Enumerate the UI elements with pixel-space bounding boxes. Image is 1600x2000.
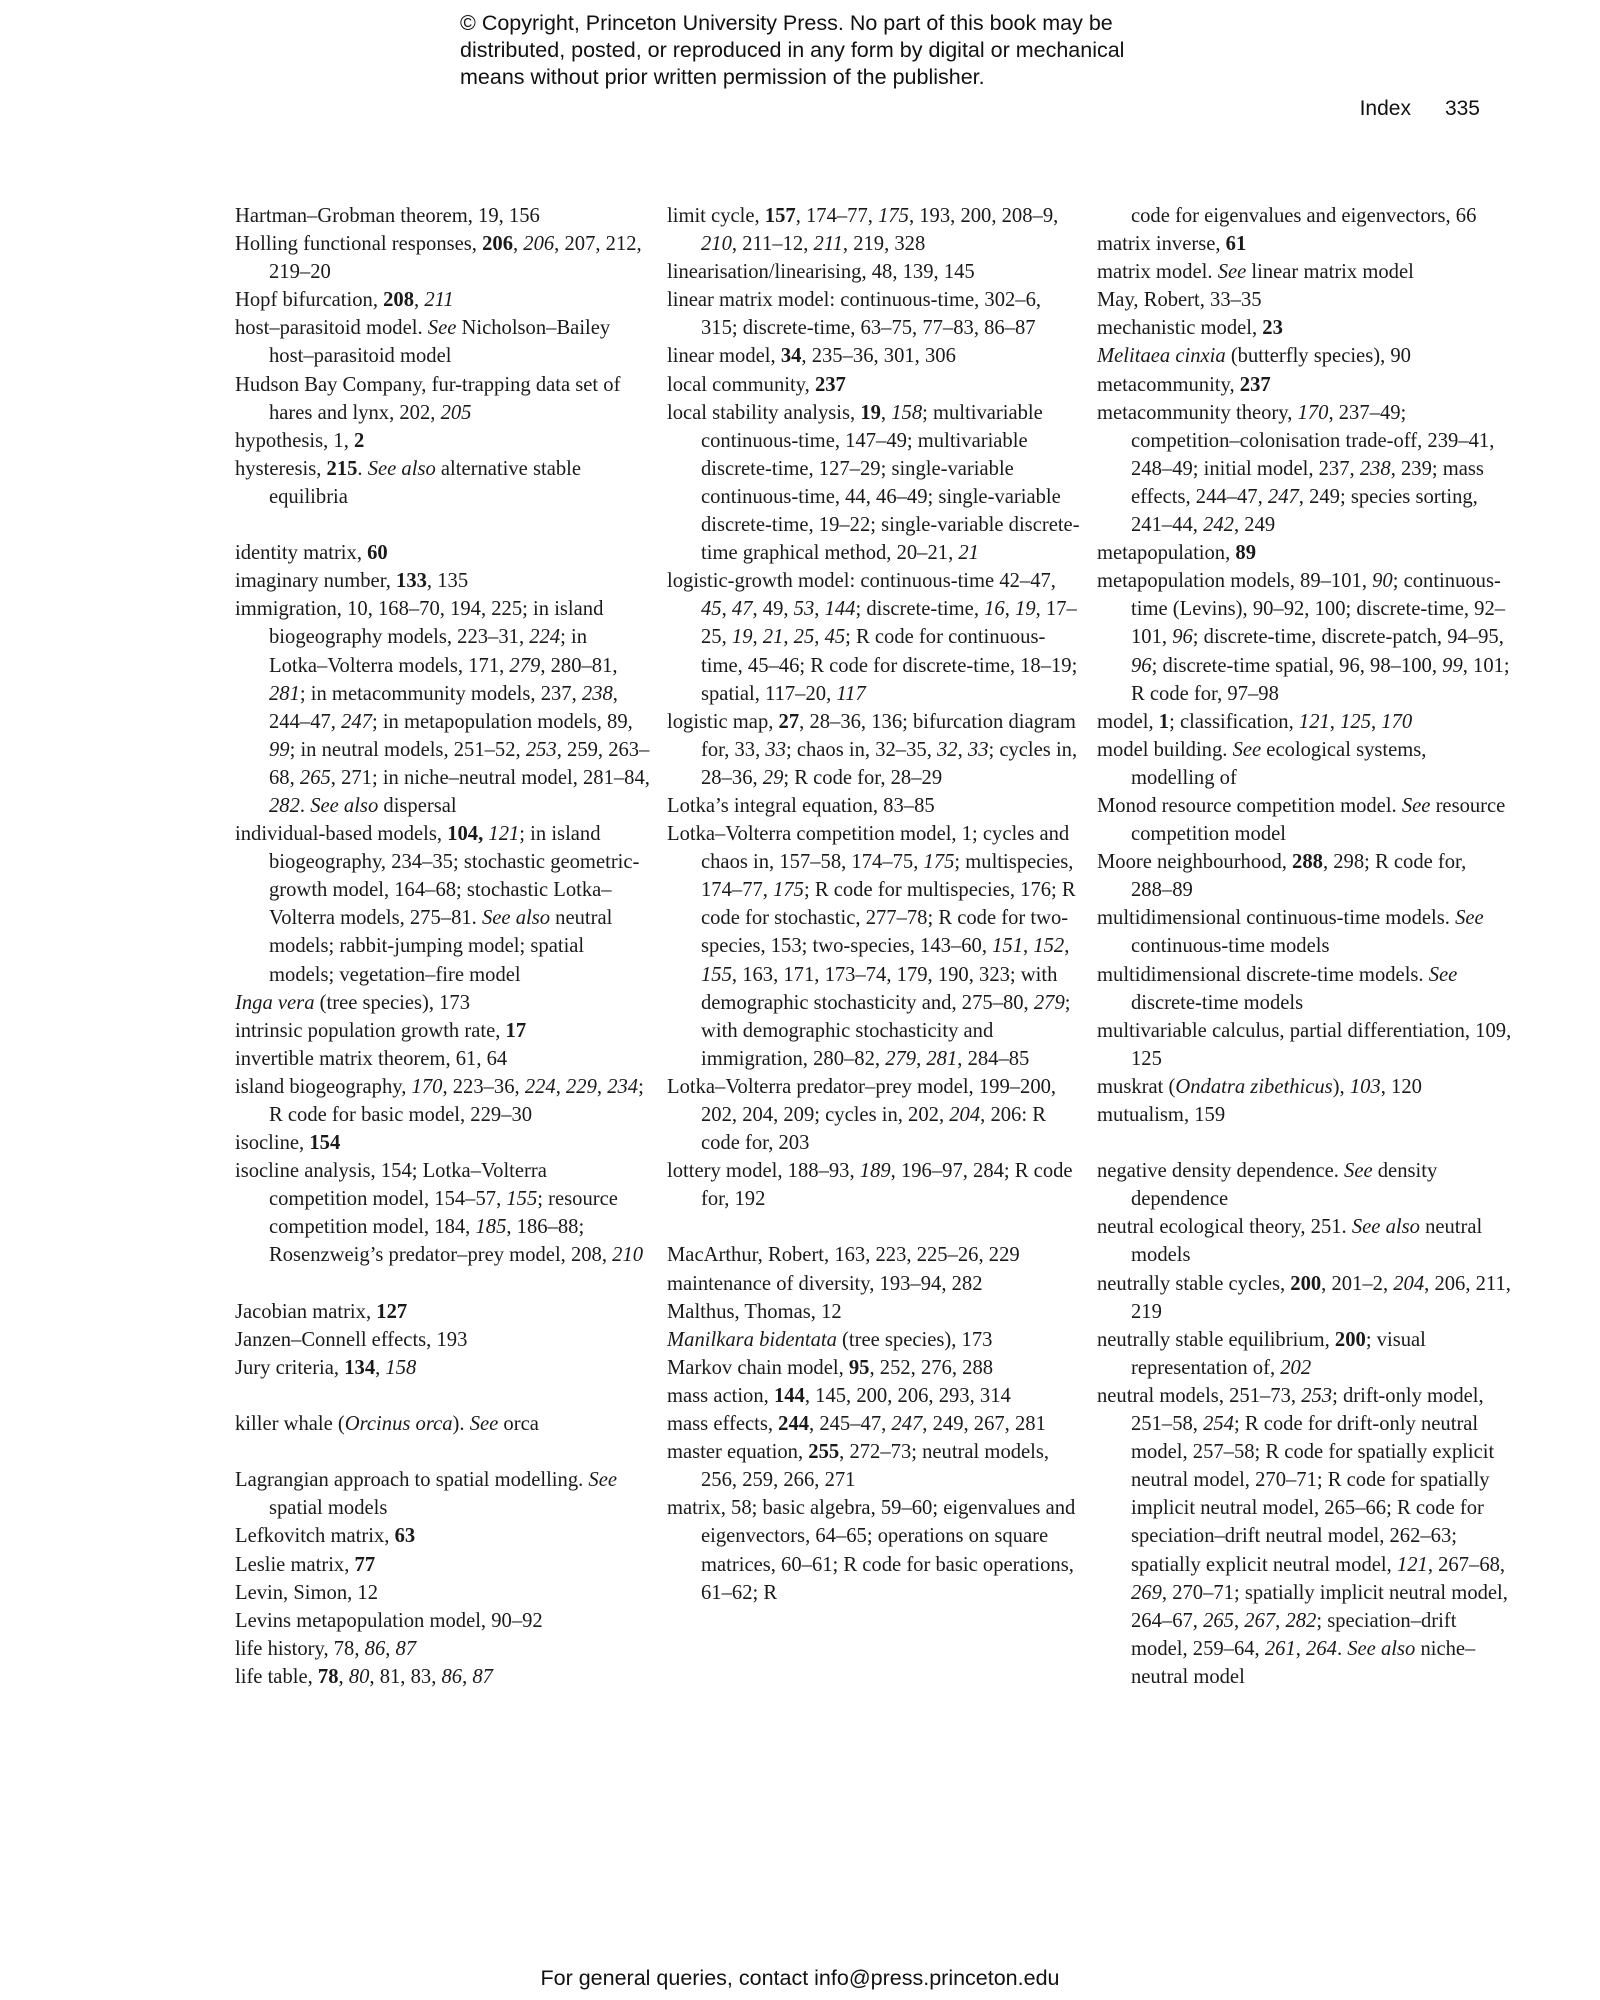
index-entry: Moore neighbourhood, 288, 298; R code for, 288–89 <box>1097 851 1467 902</box>
index-entry: matrix model. See linear matrix model <box>1097 261 1414 284</box>
copyright-line: © Copyright, Princeton University Press. No part of this book may be <box>460 11 1113 35</box>
page-number: 335 <box>1444 97 1480 120</box>
index-entry: local stability analysis, 19, 158; multivariable continuous-time, 147–49; multivariable discrete-time, 127–29; single-variable continuous-time, 44, 46–49; single-variable discrete-time, 19–22; single-variable discrete-time graphical method, 20–21, 21 <box>667 401 1080 565</box>
index-entry: Hartman–Grobman theorem, 19, 156 <box>235 205 540 227</box>
index-entry: Monod resource competition model. See resource competition model <box>1097 794 1506 846</box>
index-entry: intrinsic population growth rate, 17 <box>235 1019 527 1042</box>
index-entry: neutrally stable equilibrium, 200; visual representation of, 202 <box>1097 1328 1426 1379</box>
index-entry: mechanistic model, 23 <box>1097 317 1283 340</box>
index-entry: linear model, 34, 235–36, 301, 306 <box>667 345 956 368</box>
index-entry: host–parasitoid model. See Nicholson–Bailey host–parasitoid model <box>235 317 611 368</box>
index-column-2 <box>667 202 1082 1607</box>
index-entry: multidimensional discrete-time models. See discrete-time models <box>1097 963 1458 1014</box>
index-entry: mutualism, 159 <box>1097 1104 1226 1126</box>
index-entry: island biogeography, 170, 223–36, 224, 229, 234; R code for basic model, 229–30 <box>235 1075 644 1126</box>
index-entry: isocline, 154 <box>235 1132 341 1155</box>
index-entry: lottery model, 188–93, 189, 196–97, 284; R code for, 192 <box>667 1160 1073 1211</box>
index-entry: Markov chain model, 95, 252, 276, 288 <box>667 1356 994 1379</box>
index-entry: multidimensional continuous-time models. See continuous-time models <box>1097 907 1484 958</box>
index-entry: muskrat (Ondatra zibethicus), 103, 120 <box>1097 1075 1422 1098</box>
index-entry: MacArthur, Robert, 163, 223, 225–26, 229 <box>667 1244 1020 1267</box>
index-column-1 <box>235 202 650 1691</box>
letter-group-gap <box>235 1382 650 1410</box>
index-entry-continued: code for eigenvalues and eigenvectors, 66 <box>1131 205 1477 227</box>
index-entry: Lefkovitch matrix, 63 <box>235 1525 416 1548</box>
index-entry: Jacobian matrix, 127 <box>235 1300 408 1323</box>
index-entry: isocline analysis, 154; Lotka–Volterra competition model, 154–57, 155; resource competition model, 184, 185, 186–88; Rosenzweig’s predator–prey model, 208, 210 <box>235 1160 644 1267</box>
index-column-3 <box>1097 202 1512 1691</box>
index-entry: model, 1; classification, 121, 125, 170 <box>1097 710 1413 733</box>
index-entry: Hudson Bay Company, fur-trapping data set of hares and lynx, 202, 205 <box>235 373 621 424</box>
index-entry: local community, 237 <box>667 373 846 396</box>
index-entry: neutral models, 251–73, 253; drift-only model, 251–58, 254; R code for drift-only neutral model, 257–58; R code for spatially explicit neutral model, 270–71; R code for spatially implicit neutral model, 265–66; R code for speciation–drift neutral model, 262–63; spatially explicit neutral model, 121, 267–68, 269, 270–71; spatially implicit neutral model, 264–67, 265, 267, 282; speciation–drift model, 259–64, 261, 264. See also niche–neutral model <box>1097 1384 1508 1688</box>
index-entry: life history, 78, 86, 87 <box>235 1637 417 1660</box>
copyright-notice <box>460 10 1200 91</box>
index-entry: May, Robert, 33–35 <box>1097 289 1262 312</box>
section-title: Index <box>1359 97 1411 120</box>
index-entry: mass effects, 244, 245–47, 247, 249, 267, 281 <box>667 1413 1046 1436</box>
index-entry: Janzen–Connell effects, 193 <box>235 1328 468 1351</box>
index-entry: immigration, 10, 168–70, 194, 225; in island biogeography models, 223–31, 224; in Lotka–Volterra models, 171, 279, 280–81, 281; in metacommunity models, 237, 238, 244–47, 247; in metapopulation models, 89, 99; in neutral models, 251–52, 253, 259, 263–68, 265, 271; in niche–neutral model, 281–84, 282. See also dispersal <box>235 598 650 817</box>
index-entry: hysteresis, 215. See also alternative stable equilibria <box>235 457 581 508</box>
index-entry: neutrally stable cycles, 200, 201–2, 204, 206, 211, 219 <box>1097 1272 1511 1323</box>
index-entry: individual-based models, 104, 121; in island biogeography, 234–35; stochastic geometric-growth model, 164–68; stochastic Lotka–Volterra models, 275–81. See also neutral models; rabbit-jumping model; spatial models; vegetation–fire model <box>235 823 640 986</box>
index-entry: metapopulation models, 89–101, 90; continuous-time (Levins), 90–92, 100; discrete-time, 92–101, 96; discrete-time, discrete-patch, 94–95, 96; discrete-time spatial, 96, 98–100, 99, 101; R code for, 97–98 <box>1097 570 1510 705</box>
index-entry: imaginary number, 133, 135 <box>235 570 469 593</box>
letter-group-gap <box>235 511 650 539</box>
index-entry: master equation, 255, 272–73; neutral models, 256, 259, 266, 271 <box>667 1441 1050 1492</box>
index-entry: Melitaea cinxia (butterfly species), 90 <box>1097 345 1411 368</box>
index-entry: multivariable calculus, partial differentiation, 109, 125 <box>1097 1019 1512 1070</box>
index-entry: model building. See ecological systems, modelling of <box>1097 738 1427 789</box>
index-entry: metacommunity theory, 170, 237–49; competition–colonisation trade-off, 239–41, 248–49; initial model, 237, 238, 239; mass effects, 244–47, 247, 249; species sorting, 241–44, 242, 249 <box>1097 401 1495 537</box>
index-entry: Hopf bifurcation, 208, 211 <box>235 289 454 312</box>
index-entry: logistic map, 27, 28–36, 136; bifurcation diagram for, 33, 33; chaos in, 32–35, 32, 33; cycles in, 28–36, 29; R code for, 28–29 <box>667 710 1078 789</box>
letter-group-gap <box>235 1438 650 1466</box>
index-entry: Manilkara bidentata (tree species), 173 <box>667 1328 993 1351</box>
index-entry: mass action, 144, 145, 200, 206, 293, 314 <box>667 1384 1011 1407</box>
index-entry: matrix, 58; basic algebra, 59–60; eigenvalues and eigenvectors, 64–65; operations on square matrices, 60–61; R code for basic operations, 61–62; R <box>667 1497 1076 1604</box>
index-entry: Levins metapopulation model, 90–92 <box>235 1609 543 1632</box>
index-entry: Holling functional responses, 206, 206, 207, 212, 219–20 <box>235 233 642 284</box>
index-entry: Lotka’s integral equation, 83–85 <box>667 794 935 817</box>
index-entry: metapopulation, 89 <box>1097 542 1256 565</box>
index-entry: hypothesis, 1, 2 <box>235 429 365 452</box>
index-entry: Leslie matrix, 77 <box>235 1553 376 1576</box>
index-entry: matrix inverse, 61 <box>1097 233 1247 256</box>
index-entry: Inga vera (tree species), 173 <box>235 991 471 1014</box>
index-entry: limit cycle, 157, 174–77, 175, 193, 200, 208–9, 210, 211–12, 211, 219, 328 <box>667 205 1059 256</box>
index-entry: linear matrix model: continuous-time, 302–6, 315; discrete-time, 63–75, 77–83, 86–87 <box>667 289 1042 340</box>
index-entry: Jury criteria, 134, 158 <box>235 1356 417 1379</box>
copyright-line: means without prior written permission of the publisher. <box>460 65 985 89</box>
letter-group-gap <box>667 1213 1082 1241</box>
running-head <box>1360 97 1480 121</box>
index-entry: logistic-growth model: continuous-time 42–47, 45, 47, 49, 53, 144; discrete-time, 16, 19, 17–25, 19, 21, 25, 45; R code for continuous-time, 45–46; R code for discrete-time, 18–19; spatial, 117–20, 117 <box>667 570 1078 705</box>
letter-group-gap <box>235 1270 650 1298</box>
index-entry: Lotka–Volterra predator–prey model, 199–200, 202, 204, 209; cycles in, 202, 204, 206: R code for, 203 <box>667 1075 1057 1155</box>
index-entry: Lotka–Volterra competition model, 1; cycles and chaos in, 157–58, 174–75, 175; multispecies, 174–77, 175; R code for multispecies, 176; R code for stochastic, 277–78; R code for two-species, 153; two-species, 143–60, 151, 152, 155, 163, 171, 173–74, 179, 190, 323; with demographic stochasticity and, 275–80, 279; with demographic stochasticity and immigration, 280–82, 279, 281, 284–85 <box>667 823 1076 1070</box>
index-entry: neutral ecological theory, 251. See also neutral models <box>1097 1216 1483 1267</box>
index-entry: negative density dependence. See density dependence <box>1097 1160 1438 1211</box>
footer-contact: For general queries, contact info@press.princeton.edu <box>540 1966 1060 1990</box>
copyright-line: distributed, posted, or reproduced in any form by digital or mechanical <box>460 38 1125 62</box>
index-entry: life table, 78, 80, 81, 83, 86, 87 <box>235 1665 493 1688</box>
letter-group-gap <box>1097 1129 1512 1157</box>
index-entry: Lagrangian approach to spatial modelling. See spatial models <box>235 1469 617 1520</box>
index-entry: Levin, Simon, 12 <box>235 1581 379 1604</box>
index-entry: killer whale (Orcinus orca). See orca <box>235 1413 539 1436</box>
index-entry: Malthus, Thomas, 12 <box>667 1300 842 1323</box>
index-entry: metacommunity, 237 <box>1097 373 1271 396</box>
index-entry: invertible matrix theorem, 61, 64 <box>235 1047 508 1070</box>
index-entry: maintenance of diversity, 193–94, 282 <box>667 1272 983 1295</box>
index-entry: linearisation/linearising, 48, 139, 145 <box>667 261 975 284</box>
index-entry: identity matrix, 60 <box>235 542 388 565</box>
